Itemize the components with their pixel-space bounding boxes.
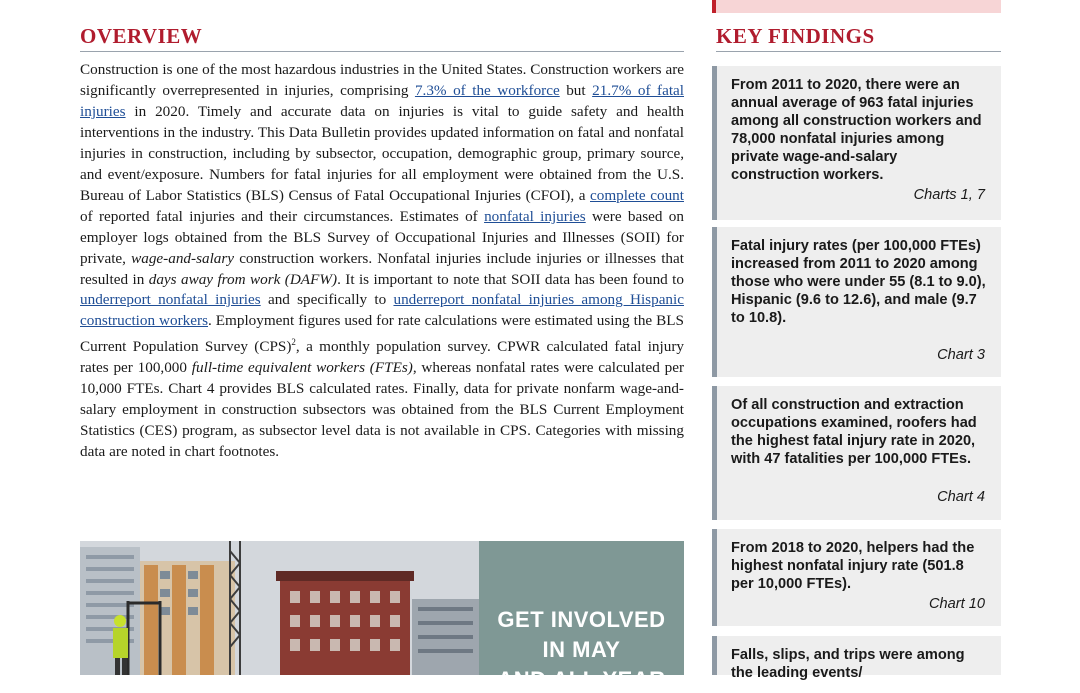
finding-text: From 2011 to 2020, there were an annual average of 963 fatal injuries among all construction workers and 78,000 nonfatal injuries among private wage-and-salary construction workers.	[731, 77, 982, 184]
overview-divider	[80, 51, 684, 52]
link-workforce-share[interactable]: 7.3% of the workforce	[414, 81, 560, 99]
finding-card	[712, 529, 1001, 626]
finding-chart-ref: Charts 1, 7	[913, 187, 985, 203]
link-nonfatal-injuries[interactable]: nonfatal injuries	[484, 207, 586, 225]
finding-card	[712, 227, 1001, 377]
overview-heading: OVERVIEW	[80, 24, 203, 48]
finding-card	[712, 636, 1001, 682]
finding-card	[712, 386, 1001, 520]
key-findings-heading: KEY FINDINGS	[716, 24, 875, 48]
construction-photo-illustration	[80, 541, 479, 675]
construction-site-photo	[80, 541, 479, 675]
finding-chart-ref: Chart 10	[929, 596, 985, 612]
finding-text: From 2018 to 2020, helpers had the highest nonfatal injury rate (501.8 per 10,000 FTEs).	[731, 540, 975, 593]
top-callout-remnant	[712, 0, 1001, 13]
finding-text: Of all construction and extraction occupations examined, roofers had the highest fatal injury rate in 2020, with 47 fatalities per 100,000 FTEs.	[731, 397, 977, 468]
finding-text: Falls, slips, and trips were among the leading events/	[731, 647, 965, 682]
banner-line-1: GET INVOLVED	[497, 607, 666, 632]
finding-chart-ref: Chart 4	[937, 489, 985, 505]
link-underreport-hispanic[interactable]: underreport nonfatal injuries among Hispanic construction workers	[80, 291, 684, 330]
finding-text: Fatal injury rates (per 100,000 FTEs) increased from 2011 to 2020 among those who were under 55 (8.1 to 9.0), Hispanic (9.6 to 12.6), and male (9.7 to 10.8).	[731, 238, 986, 327]
banner-line-3: AND ALL YEAR	[497, 667, 666, 692]
link-underreport-nonfatal[interactable]: underreport nonfatal injuries	[80, 291, 261, 309]
banner-line-2: IN MAY	[542, 637, 621, 662]
key-findings-divider	[716, 51, 1001, 52]
link-complete-count[interactable]: complete count	[590, 186, 684, 204]
finding-chart-ref: Chart 3	[937, 347, 985, 363]
link-fatal-share[interactable]: 21.7% of fatal injuries	[80, 81, 684, 120]
get-involved-banner[interactable]	[479, 541, 684, 692]
finding-card	[712, 66, 1001, 220]
overview-body: Construction is one of the most hazardous industries in the United States. Construction workers are significantly overrepresented in injuries, comprising 7.3% of the workforce but 21.7% of fatal injuries in 2020. Timely and accurate data on injuries is vital to guide safety and health interventions in the industry. This Data Bulletin provides updated information on fatal and nonfatal injuries in construction, including by subsector, occupation, demographic group, primary source, and event/exposure. Numbers for fatal injuries for all employment were obtained from the U.S. Bureau of Labor Statistics (BLS) Census of Fatal Occupational Injuries (CFOI), a complete count of reported fatal injuries and their circumstances. Estimates of nonfatal injuries were based on employer logs obtained from the BLS Survey of Occupational Injuries and Illnesses (SOII) for private, wage-and-salary construction workers. Nonfatal injuries include injuries or illnesses that resulted in days away from work (DAFW). It is important to note that SOII data has been found to underreport nonfatal injuries and specifically to underreport nonfatal injuries among Hispanic construction workers. Employment figures used for rate calculations were estimated using the BLS Current Population Survey (CPS)$^2$, a monthly population survey. CPWR calculated fatal injury rates per 100,000 full-time equivalent workers (FTEs), whereas nonfatal rates were calculated per 10,000 FTEs. Chart 4 provides BLS calculated rates. Finally, data for private nonfarm wage-and-salary employment in construction subsectors was obtained from the BLS Current Employment Statistics (CES) program, as subsector level data is not available in CPS. Categories with missing data are noted in chart footnotes.	[80, 61, 685, 461]
